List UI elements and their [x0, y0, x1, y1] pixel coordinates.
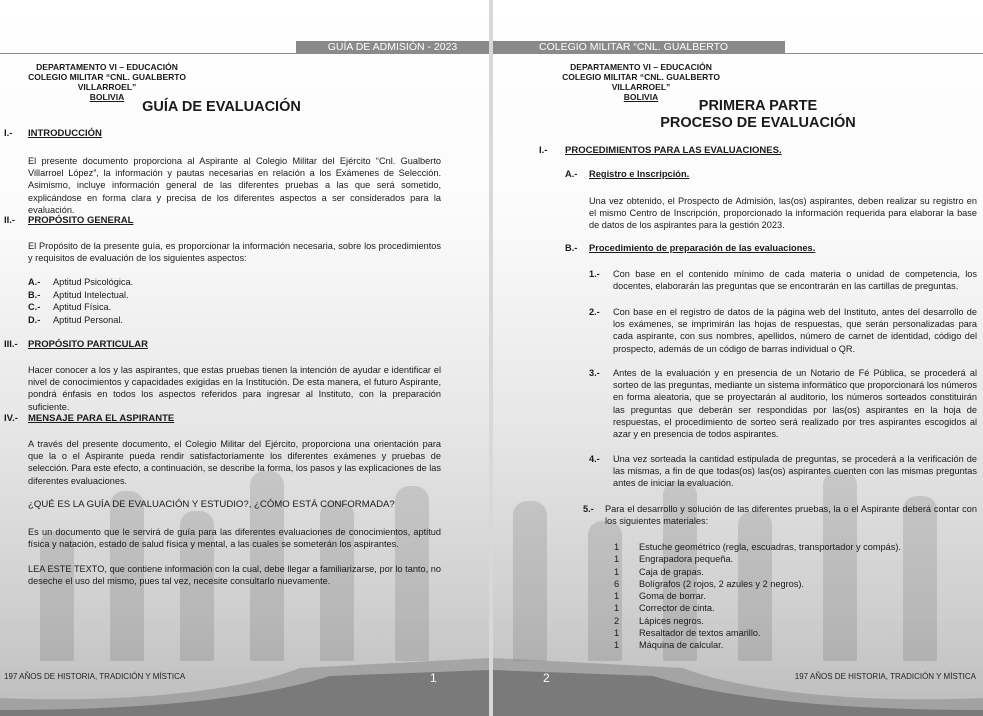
section-title: PROPÓSITO PARTICULAR: [28, 339, 148, 350]
page-number: 1: [430, 671, 437, 685]
aptitude-list: [28, 276, 133, 327]
list-item: B.- Aptitud Intelectual.: [28, 289, 129, 300]
institution-line: COLEGIO MILITAR “CNL. GUALBERTO VILLARROEL”: [562, 72, 720, 92]
section-title: PROPÓSITO GENERAL: [28, 215, 134, 226]
institution-line: COLEGIO MILITAR “CNL. GUALBERTO VILLARROEL”: [28, 72, 186, 92]
section-title: MENSAJE PARA EL ASPIRANTE: [28, 413, 175, 424]
paragraph: LEA ESTE TEXTO, que contiene información con la cual, debe llegar a familiarizarse, por lo tanto, no deseche el uso del mismo, pues tal vez, necesite consultarlo nuevamente.: [28, 564, 441, 587]
list-item: 2 Lápices negros.: [614, 615, 704, 626]
subsection-number: A.-: [565, 169, 578, 179]
footer-band: [0, 658, 489, 716]
page-title: PRIMERA PARTE: [698, 98, 818, 114]
subsection-title: Procedimiento de preparación de las evaluaciones.: [589, 243, 816, 253]
institution-line: BOLIVIA: [623, 92, 659, 102]
list-item: 6 Bolígrafos (2 rojos, 2 azules y 2 negros).: [614, 578, 804, 589]
paragraph: Es un documento que le servirá de guía para las diferentes evaluaciones de conocimientos, aptitud física y natación, estado de salud física y mental, a las cuales se someterán los aspirantes.: [28, 527, 441, 550]
list-item: 1 Goma de borrar.: [614, 591, 706, 602]
page-left: [0, 0, 489, 716]
section-title: PROCEDIMIENTOS PARA LAS EVALUACIONES.: [565, 145, 782, 156]
institution-block: [533, 62, 749, 102]
paragraph: Una vez obtenido, el Prospecto de Admisión, las(os) aspirantes, deben realizar su registro en el mismo Centro de Inscripción, proporcionado la información requerida para elaborar la base de datos de los aspirantes para la gestión 2023.: [589, 196, 977, 231]
institution-block: [0, 62, 214, 102]
page-number: 2: [543, 671, 550, 685]
institution-line: DEPARTAMENTO VI – EDUCACIÓN: [36, 62, 178, 72]
section-number: IV.-: [4, 413, 18, 424]
list-item: 1 Máquina de calcular.: [614, 640, 724, 651]
header-bar: GUÍA DE ADMISIÓN - 2023: [296, 41, 489, 54]
footer-band: [493, 658, 983, 716]
institution-line: BOLIVIA: [89, 92, 125, 102]
header-rule: [493, 53, 983, 54]
list-item: 1 Caja de grapas.: [614, 566, 704, 577]
subsection-title: Registro e Inscripción.: [589, 169, 690, 179]
page-right: [493, 0, 983, 716]
list-item: 1 Engrapadora pequeña.: [614, 554, 733, 565]
list-item: C.- Aptitud Física.: [28, 302, 112, 313]
page-subtitle: PROCESO DE EVALUACIÓN: [660, 115, 856, 131]
paragraph: Hacer conocer a los y las aspirantes, que estas pruebas tienen la intención de ayudar e identificar el nivel de conocimientos y capacidades exigidas en la Institución. De esta manera, el futuro Aspirante, pondrá énfasis en todos los aspectos referidos para ingresar al Instituto, con la preparación suficiente.: [28, 365, 441, 412]
paragraph: A través del presente documento, el Colegio Militar del Ejército, proporciona una orientación para que la o el Aspirante pueda rendir satisfactoriamente los diferentes exámenes y pruebas de selección. Para este efecto, a continuación, se describe la forma, los pasos y las explicaciones de las diferentes evaluaciones.: [28, 439, 441, 486]
paragraph: El Propósito de la presente guía, es proporcionar la información necesaria, sobre los procedimientos y requisitos de evaluación de los siguientes aspectos:: [28, 241, 441, 264]
footer-motto: 197 AÑOS DE HISTORIA, TRADICIÓN Y MÍSTICA: [794, 672, 976, 681]
subsection-number: B.-: [565, 243, 578, 253]
header-bar: COLEGIO MILITAR “CNL. GUALBERTO VILLARROEL”: [493, 41, 785, 54]
list-item: 1 Resaltador de textos amarillo.: [614, 628, 761, 639]
question-line: ¿QUÉ ES LA GUÍA DE EVALUACIÓN Y ESTUDIO?, ¿CÓMO ESTÁ CONFORMADA?: [28, 499, 395, 510]
procedure-steps: 1.- Con base en el contenido mínimo de cada materia o unidad de competencia, los docentes, elaborarán las preguntas que se encontrarán en las cartillas de preguntas. 2.- Con base en el registro de datos de la página web del Instituto, antes del desarrollo de los exámenes, se imprimirán las hojas de respuestas, que serán personalizadas para cada aspirante, con sus nombres, apellidos, número de carnet de identidad, código del prospecto, además de un código de barras individual o QR. 3.- Antes de la evaluación y en presencia de un Notario de Fé Pública, se procederá al sorteo de las preguntas, mediante un sistema informático que proporcionará los números en forma aleatoria, que se proyectarán al auditorio, los números sorteados constituirán las preguntas que deberán ser respondidas por las(os) aspirantes en la hoja de respuestas, el procedimiento de sorteo será realizado por tres aspirantes escogidos al azar y en presencia de todos aspirantes. 4.- Una vez sorteada la cantidad estipulada de preguntas, se procederá a la verificación de las mismas, a fin de que todas(os) las(os) aspirantes cuenten con las mismas preguntas antes de iniciar la evaluación. 5.- Para el desarrollo y solución de las diferentes pruebas, la o el Aspirante deberá contar con los siguientes materiales:: [583, 269, 977, 527]
paragraph: El presente documento proporciona al Aspirante al Colegio Militar del Ejército “Cnl. Gualberto Villarroel López”, la información y pautas necesarias en relación a los Exámenes de Selección. Asimismo, incluye información general de las diferentes pruebas a las que será sometido, explicándose en forma clara y precisa de los diferentes aspectos a ser considerados para la evaluación.: [28, 156, 441, 215]
list-item: 1 Estuche geométrico (regla, escuadras, transportador y compás).: [614, 542, 901, 552]
footer-motto: 197 AÑOS DE HISTORIA, TRADICIÓN Y MÍSTICA: [4, 672, 186, 681]
materials-list: [614, 541, 901, 652]
page-title: GUÍA DE EVALUACIÓN: [142, 99, 301, 115]
section-number: II.-: [4, 215, 16, 226]
header-rule: [0, 53, 489, 54]
section-title: INTRODUCCIÓN: [28, 128, 102, 139]
list-item: A.- Aptitud Psicológica.: [28, 277, 134, 287]
section-number: III.-: [4, 339, 18, 350]
institution-line: DEPARTAMENTO VI – EDUCACIÓN: [570, 62, 712, 72]
list-item: D.- Aptitud Personal.: [28, 315, 123, 326]
section-number: I.-: [539, 145, 548, 156]
list-item: 1 Corrector de cinta.: [614, 603, 715, 614]
section-number: I.-: [4, 128, 13, 139]
